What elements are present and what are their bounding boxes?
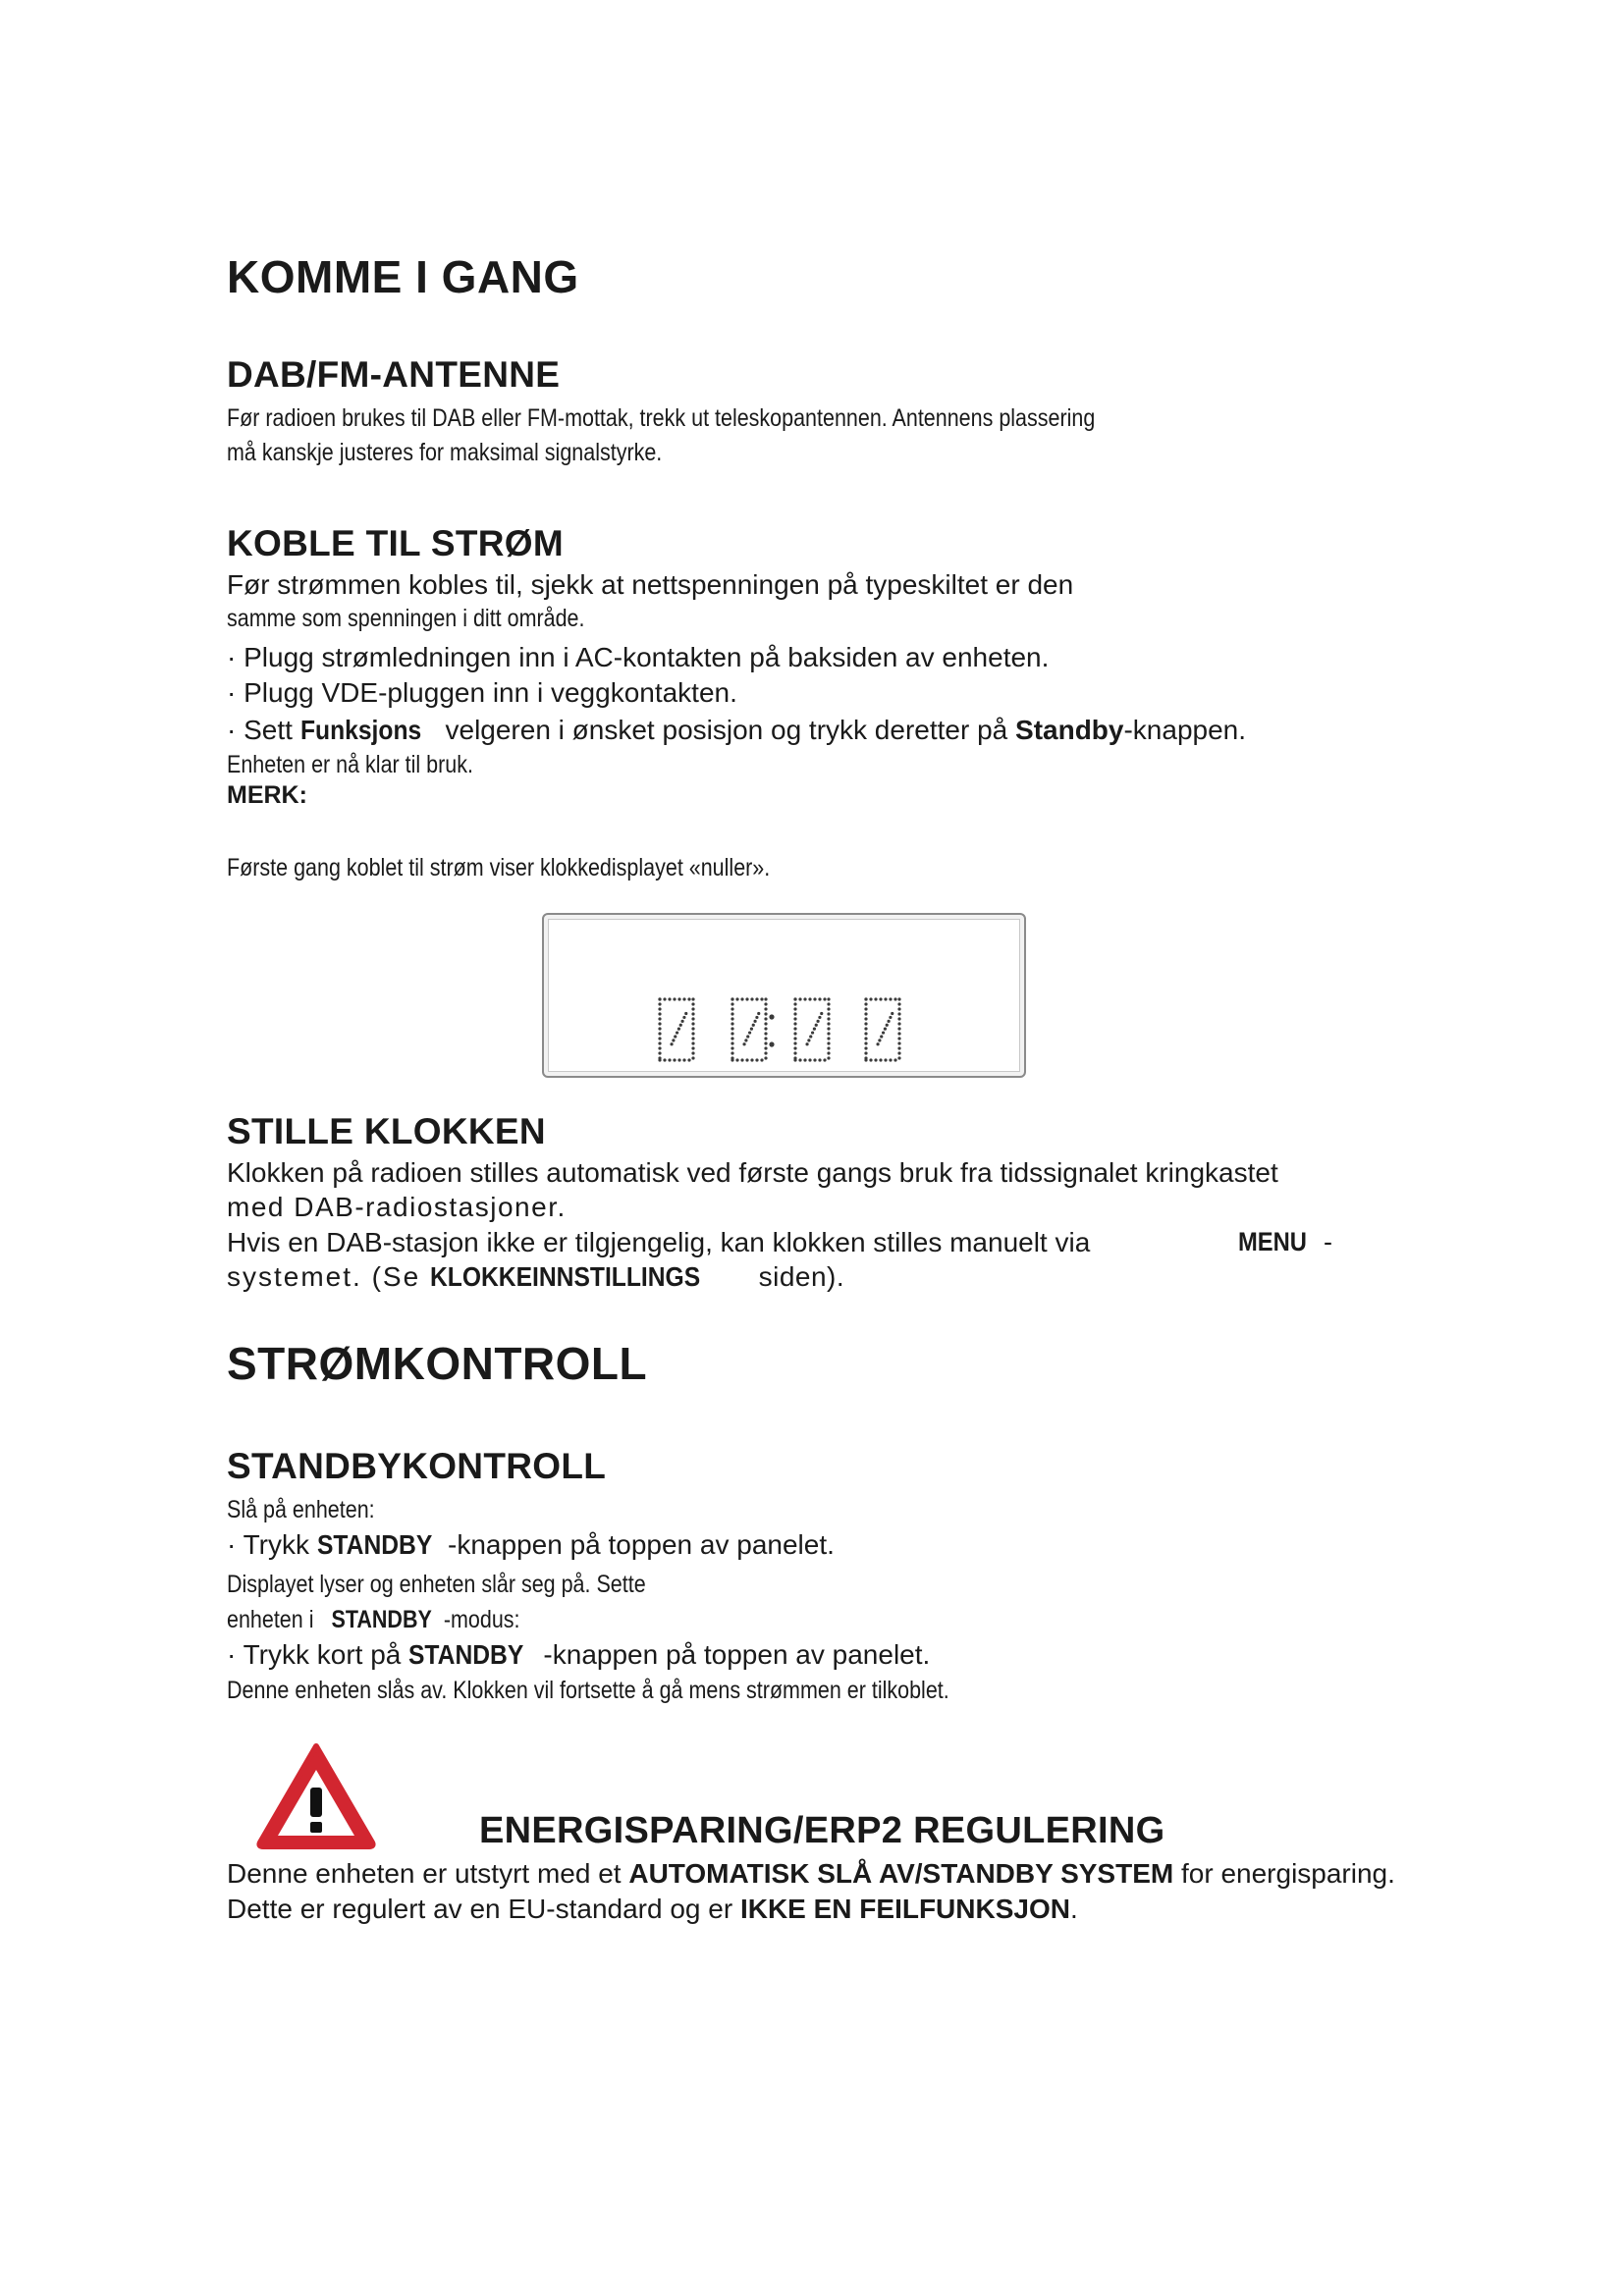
clock-digit-1-dot <box>740 1058 743 1061</box>
erp-text-line2: Dette er regulert av en EU-standard og er IKKE EN FEILFUNKSJON. <box>227 1894 1078 1924</box>
clock-digit-1-dot <box>746 1035 749 1038</box>
clock-digit-0-dot <box>658 1046 661 1049</box>
clock-digit-2-dot <box>793 1007 796 1010</box>
clock-digit-3-dot <box>897 997 900 1000</box>
clock-digit-2-dot <box>793 1022 796 1025</box>
clock-digit-2-dot <box>827 997 830 1000</box>
klokken-text-line1: Klokken på radioen stilles automatisk ved første gangs bruk fra tidssignalet kringkastet <box>227 1157 1278 1188</box>
clock-digit-2-dot <box>793 1041 796 1044</box>
clock-digit-3-dot <box>864 997 867 1000</box>
clock-digit-1-dot <box>764 1032 767 1035</box>
clock-digit-2-dot <box>798 997 801 1000</box>
clock-digit-1-dot <box>745 1058 748 1061</box>
note-label: MERK: <box>227 781 307 809</box>
clock-digit-2-dot <box>813 997 816 1000</box>
warning-triangle-icon <box>254 1740 378 1850</box>
clock-digit-0-dot <box>682 997 685 1000</box>
clock-digit-3-dot <box>889 997 892 1000</box>
clock-digit-0-dot <box>691 1041 694 1044</box>
clock-digit-2-dot <box>827 1012 830 1015</box>
clock-digit-2-dot <box>827 1051 830 1054</box>
section-title-stromkontroll: STRØMKONTROLL <box>227 1338 648 1389</box>
clock-digit-3-dot <box>864 1007 867 1010</box>
strom-text-line2: samme som spenningen i ditt område. <box>227 605 585 632</box>
clock-digit-3-dot <box>897 1002 900 1005</box>
section-title-komme-i-gang: KOMME I GANG <box>227 251 579 302</box>
clock-digit-2-dot <box>808 997 811 1000</box>
standby-step-2: · Trykk kort på STANDBY -knappen på toppen av panelet. <box>227 1639 931 1670</box>
klokken-text-line4: systemet. (Se KLOKKEINNSTILLINGS siden). <box>227 1261 845 1292</box>
clock-digit-3-dot <box>880 1035 883 1038</box>
clock-digit-0-dot <box>691 997 694 1000</box>
clock-digit-1-dot <box>755 997 758 1000</box>
strom-bullet-2: · Plugg VDE-pluggen inn i veggkontakten. <box>227 677 737 708</box>
clock-digit-3-dot <box>864 1041 867 1044</box>
clock-digit-2-dot <box>803 997 806 1000</box>
clock-digit-0-dot <box>682 1016 685 1019</box>
clock-digit-0-dot <box>672 1039 675 1041</box>
clock-digit-0-dot <box>679 1024 682 1027</box>
clock-digit-3-dot <box>879 997 882 1000</box>
clock-digit-2-dot <box>793 1012 796 1015</box>
clock-digit-2-dot <box>813 1058 816 1061</box>
clock-digit-2-dot <box>793 1051 796 1054</box>
clock-digit-2-dot <box>815 1024 818 1027</box>
clock-digit-1-dot <box>760 997 763 1000</box>
clock-digit-0-dot <box>658 997 661 1000</box>
clock-digit-3-dot <box>889 1058 892 1061</box>
clock-digit-0-dot <box>658 1027 661 1030</box>
clock-digit-3-dot <box>864 1012 867 1015</box>
clock-digit-3-dot <box>874 997 877 1000</box>
clock-digit-1-dot <box>745 997 748 1000</box>
clock-digit-1-dot <box>764 1027 767 1030</box>
clock-digit-1-dot <box>731 1002 733 1005</box>
clock-digit-2-dot <box>827 1041 830 1044</box>
clock-digit-1-dot <box>731 1012 733 1015</box>
clock-digit-3-dot <box>864 1017 867 1020</box>
clock-digit-1-dot <box>764 1051 767 1054</box>
clock-digit-1-dot <box>750 997 753 1000</box>
clock-digit-1-dot <box>731 997 733 1000</box>
clock-digit-1-dot <box>750 1028 753 1031</box>
klokkeinnstillings-keyword: KLOKKEINNSTILLINGS <box>429 1261 701 1292</box>
clock-digit-1-dot <box>755 1058 758 1061</box>
clock-digit-2-dot <box>793 1017 796 1020</box>
clock-digit-3-dot <box>884 1058 887 1061</box>
clock-digit-2-dot <box>793 1027 796 1030</box>
clock-colon-dot <box>769 1041 774 1046</box>
clock-digit-3-dot <box>897 1051 900 1054</box>
clock-digit-0-dot <box>673 1058 676 1061</box>
strom-bullet-3: · Sett Funksjons velgeren i ønsket posisjon og trykk deretter på Standby-knappen. <box>227 715 1247 745</box>
clock-digit-3-dot <box>869 997 872 1000</box>
clock-digit-1-dot <box>731 1046 733 1049</box>
clock-digit-3-dot <box>874 1058 877 1061</box>
clock-digit-3-dot <box>864 1002 867 1005</box>
clock-digit-1-dot <box>764 1022 767 1025</box>
clock-digit-0-dot <box>691 1051 694 1054</box>
clock-digit-1-dot <box>748 1031 751 1034</box>
clock-digit-3-dot <box>893 997 896 1000</box>
clock-digit-3-dot <box>864 1056 867 1059</box>
clock-digit-2-dot <box>793 997 796 1000</box>
clock-digit-0-dot <box>691 1007 694 1010</box>
clock-digit-2-dot <box>823 1058 826 1061</box>
clock-digit-1-dot <box>764 997 767 1000</box>
heading-erp: ENERGISPARING/ERP2 REGULERING <box>479 1810 1165 1851</box>
clock-digit-3-dot <box>897 1037 900 1040</box>
clock-digit-0-dot <box>658 1012 661 1015</box>
clock-digit-1-dot <box>764 1037 767 1040</box>
clock-colon-dot <box>769 1014 774 1019</box>
clock-digit-1-dot <box>742 1042 745 1045</box>
clock-digit-1-dot <box>750 1058 753 1061</box>
clock-digit-3-dot <box>882 1031 885 1034</box>
clock-digit-3-dot <box>897 1056 900 1059</box>
clock-digit-1-dot <box>731 1007 733 1010</box>
clock-digit-0-dot <box>691 1002 694 1005</box>
clock-digit-0-dot <box>658 1022 661 1025</box>
clock-digit-3-dot <box>878 1039 881 1041</box>
clock-digit-3-dot <box>864 1051 867 1054</box>
clock-digit-1-dot <box>764 1056 767 1059</box>
clock-digit-1-dot <box>764 1012 767 1015</box>
clock-digit-1-dot <box>731 1032 733 1035</box>
clock-digit-0-dot <box>684 1012 687 1015</box>
clock-digit-2-dot <box>793 1032 796 1035</box>
clock-digit-0-dot <box>670 1042 673 1045</box>
clock-digit-2-dot <box>827 1017 830 1020</box>
clock-digit-1-dot <box>744 1039 747 1041</box>
clock-digit-0-dot <box>658 1017 661 1020</box>
clock-digit-3-dot <box>876 1042 879 1045</box>
strom-ready-text: Enheten er nå klar til bruk. <box>227 751 473 778</box>
clock-digit-0-dot <box>691 1037 694 1040</box>
clock-digit-1-dot <box>731 1037 733 1040</box>
clock-digit-2-dot <box>793 1056 796 1059</box>
clock-digit-3-dot <box>864 1037 867 1040</box>
clock-digit-0-dot <box>658 1032 661 1035</box>
clock-digit-1-dot <box>740 997 743 1000</box>
clock-digit-3-dot <box>884 1028 887 1031</box>
clock-digits <box>544 915 1028 1080</box>
clock-digit-2-dot <box>820 1012 823 1015</box>
standby-keyword: Standby <box>1015 715 1124 745</box>
clock-digit-3-dot <box>897 1017 900 1020</box>
clock-digit-0-dot <box>677 1058 680 1061</box>
clock-digit-2-dot <box>809 1035 812 1038</box>
heading-standbykontroll: STANDBYKONTROLL <box>227 1446 607 1486</box>
note-text: Første gang koblet til strøm viser klokkedisplayet «nuller». <box>227 854 771 881</box>
clock-digit-0-dot <box>658 1041 661 1044</box>
erp-text-line1: Denne enheten er utstyrt med et AUTOMATISK SLÅ AV/STANDBY SYSTEM for energisparing. <box>227 1858 1395 1889</box>
clock-digit-2-dot <box>813 1028 816 1031</box>
clock-digit-0-dot <box>687 997 690 1000</box>
clock-digit-2-dot <box>793 1002 796 1005</box>
menu-keyword: MENU <box>1238 1227 1307 1256</box>
standby-keyword-2: STANDBY <box>331 1606 432 1633</box>
clock-digit-0-dot <box>691 1017 694 1020</box>
clock-digit-0-dot <box>691 1027 694 1030</box>
strom-text-line1: Før strømmen kobles til, sjekk at nettspenningen på typeskiltet er den <box>227 569 1074 600</box>
clock-digit-0-dot <box>668 997 671 1000</box>
clock-digit-0-dot <box>658 1056 661 1059</box>
clock-digit-2-dot <box>807 1039 810 1041</box>
clock-digit-2-dot <box>827 1007 830 1010</box>
clock-digit-3-dot <box>886 1024 889 1027</box>
clock-digit-3-dot <box>869 1058 872 1061</box>
clock-digit-3-dot <box>897 1041 900 1044</box>
clock-digit-0-dot <box>674 1035 677 1038</box>
standby-keyword-1: STANDBY <box>316 1529 433 1560</box>
clock-display-illustration <box>542 913 1026 1078</box>
klokken-text-line3: Hvis en DAB-stasjon ikke er tilgjengelig, kan klokken stilles manuelt via <box>227 1227 1091 1257</box>
clock-digit-3-dot <box>897 1007 900 1010</box>
klokken-text-line2: med DAB-radiostasjoner. <box>227 1192 567 1222</box>
clock-digit-1-dot <box>764 1017 767 1020</box>
heading-antenne: DAB/FM-ANTENNE <box>227 354 561 395</box>
clock-digit-0-dot <box>658 1051 661 1054</box>
auto-standby-keyword: AUTOMATISK SLÅ AV/STANDBY SYSTEM <box>628 1858 1174 1889</box>
clock-digit-3-dot <box>897 1027 900 1030</box>
clock-digit-1-dot <box>753 1020 756 1023</box>
clock-digit-1-dot <box>731 1051 733 1054</box>
clock-digit-2-dot <box>816 1020 819 1023</box>
clock-digit-3-dot <box>897 1012 900 1015</box>
heading-koble-til-strom: KOBLE TIL STRØM <box>227 523 564 563</box>
clock-digit-0-dot <box>676 1031 678 1034</box>
standby-on-label: Slå på enheten: <box>227 1496 375 1523</box>
clock-digit-1-dot <box>731 1017 733 1020</box>
clock-digit-1-dot <box>760 1058 763 1061</box>
standby-desc-3: Denne enheten slås av. Klokken vil fortsette å gå mens strømmen er tilkoblet. <box>227 1677 949 1704</box>
clock-digit-2-dot <box>818 997 821 1000</box>
clock-digit-3-dot <box>879 1058 882 1061</box>
clock-digit-3-dot <box>864 1022 867 1025</box>
clock-digit-1-dot <box>735 997 738 1000</box>
antenne-text-line1: Før radioen brukes til DAB eller FM-mottak, trekk ut teleskopantennen. Antennens plassering <box>227 404 1096 432</box>
clock-digit-2-dot <box>827 1046 830 1049</box>
clock-digit-2-dot <box>808 1058 811 1061</box>
clock-digit-2-dot <box>798 1058 801 1061</box>
clock-digit-0-dot <box>687 1058 690 1061</box>
clock-digit-2-dot <box>793 1037 796 1040</box>
standby-desc-1: Displayet lyser og enheten slår seg på. Sette <box>227 1571 646 1598</box>
clock-digit-3-dot <box>889 1016 892 1019</box>
ikke-feilfunksjon-keyword: IKKE EN FEILFUNKSJON <box>739 1894 1070 1924</box>
clock-digit-0-dot <box>673 997 676 1000</box>
clock-digit-1-dot <box>735 1058 738 1061</box>
funksjons-keyword: Funksjons <box>299 715 421 745</box>
clock-digit-0-dot <box>691 1046 694 1049</box>
clock-digit-0-dot <box>658 1002 661 1005</box>
clock-digit-2-dot <box>818 1016 821 1019</box>
clock-digit-3-dot <box>864 1027 867 1030</box>
clock-digit-1-dot <box>764 1041 767 1044</box>
clock-digit-1-dot <box>764 1046 767 1049</box>
clock-digit-3-dot <box>864 1032 867 1035</box>
clock-digit-2-dot <box>827 1056 830 1059</box>
clock-digit-1-dot <box>731 1041 733 1044</box>
clock-digit-0-dot <box>691 1032 694 1035</box>
clock-digit-3-dot <box>897 1022 900 1025</box>
clock-digit-2-dot <box>803 1058 806 1061</box>
clock-digit-0-dot <box>668 1058 671 1061</box>
clock-digit-2-dot <box>818 1058 821 1061</box>
standby-keyword-3: STANDBY <box>408 1639 524 1670</box>
clock-digit-0-dot <box>691 1012 694 1015</box>
clock-digit-2-dot <box>793 1046 796 1049</box>
standby-step-1: · Trykk STANDBY -knappen på toppen av panelet. <box>227 1529 835 1560</box>
clock-digit-0-dot <box>680 1020 683 1023</box>
clock-digit-3-dot <box>897 1046 900 1049</box>
clock-digit-0-dot <box>663 997 666 1000</box>
clock-digit-0-dot <box>658 1037 661 1040</box>
clock-digit-2-dot <box>827 1032 830 1035</box>
clock-digit-2-dot <box>827 1002 830 1005</box>
clock-digit-0-dot <box>691 1056 694 1059</box>
clock-digit-2-dot <box>805 1042 808 1045</box>
clock-digit-0-dot <box>677 1028 680 1031</box>
strom-bullet-1: · Plugg strømledningen inn i AC-kontakten på baksiden av enheten. <box>227 642 1050 672</box>
clock-digit-1-dot <box>731 1056 733 1059</box>
clock-digit-2-dot <box>823 997 826 1000</box>
clock-digit-2-dot <box>827 1037 830 1040</box>
clock-digit-0-dot <box>677 997 680 1000</box>
clock-digit-0-dot <box>691 1022 694 1025</box>
clock-digit-3-dot <box>864 1046 867 1049</box>
clock-digit-3-dot <box>887 1020 890 1023</box>
clock-digit-3-dot <box>884 997 887 1000</box>
clock-digit-3-dot <box>897 1032 900 1035</box>
clock-digit-1-dot <box>755 1016 758 1019</box>
clock-digit-2-dot <box>827 1027 830 1030</box>
clock-digit-0-dot <box>682 1058 685 1061</box>
clock-digit-2-dot <box>827 1022 830 1025</box>
standby-desc-2: enheten i STANDBY -modus: <box>227 1606 520 1633</box>
clock-digit-1-dot <box>752 1024 755 1027</box>
clock-digit-1-dot <box>731 1022 733 1025</box>
clock-digit-1-dot <box>764 1007 767 1010</box>
clock-digit-3-dot <box>893 1058 896 1061</box>
clock-digit-0-dot <box>663 1058 666 1061</box>
menu-keyword-line: MENU - <box>1238 1227 1333 1256</box>
clock-digit-1-dot <box>757 1012 760 1015</box>
clock-digit-1-dot <box>731 1027 733 1030</box>
antenne-text-line2: må kanskje justeres for maksimal signalstyrke. <box>227 439 663 466</box>
clock-digit-2-dot <box>811 1031 814 1034</box>
heading-stille-klokken: STILLE KLOKKEN <box>227 1111 546 1151</box>
clock-digit-0-dot <box>658 1007 661 1010</box>
clock-digit-1-dot <box>764 1002 767 1005</box>
clock-digit-3-dot <box>891 1012 893 1015</box>
